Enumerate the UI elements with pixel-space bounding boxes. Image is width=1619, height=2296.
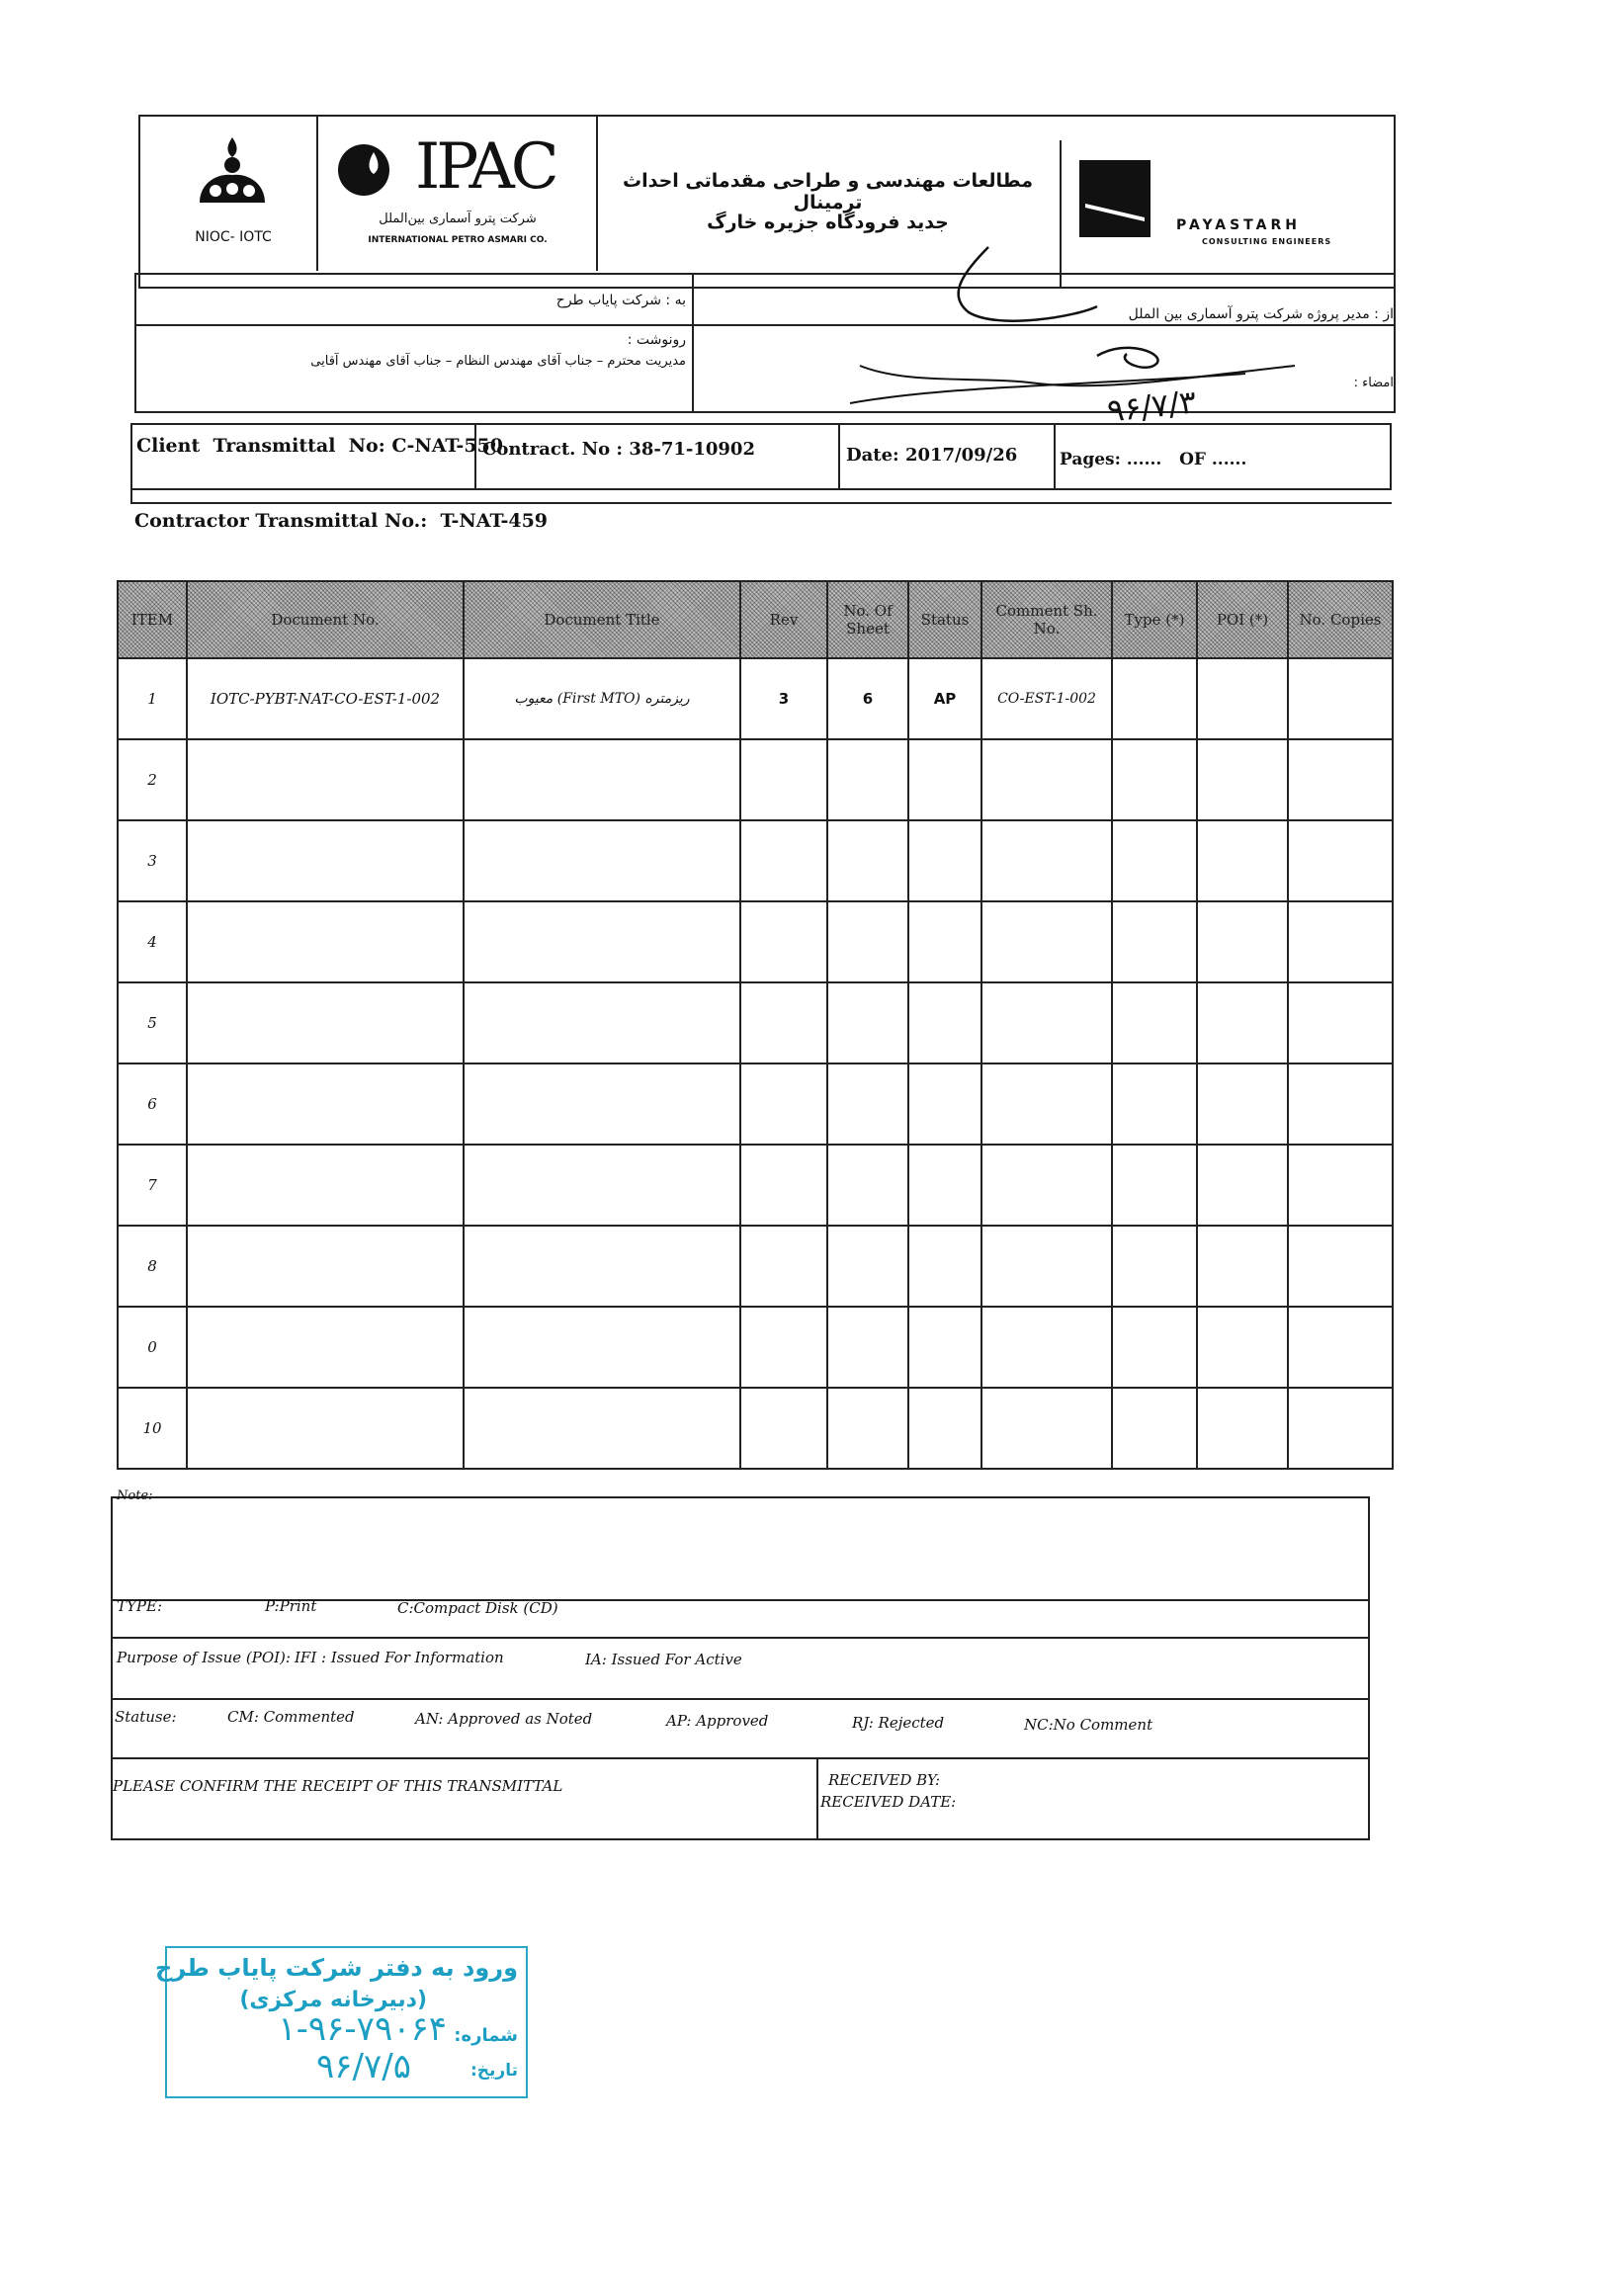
- cell-type: [1112, 1063, 1197, 1145]
- cell-status: [908, 820, 981, 901]
- cell-rev: [740, 739, 827, 820]
- to-field: به : شرکت پایاب طرح: [555, 293, 686, 308]
- status-label: Statuse:: [115, 1708, 177, 1726]
- cell-no: 7: [118, 1145, 187, 1226]
- note-label: Note:: [117, 1488, 153, 1503]
- stamp-line1: ورود به دفتر شرکت پایاب طرح: [155, 1954, 518, 1982]
- signature-scribble: [830, 237, 1324, 435]
- cell-poi: [1197, 1063, 1288, 1145]
- cell-type: [1112, 901, 1197, 982]
- cell-status: [908, 1388, 981, 1469]
- cell-sheet: [827, 1226, 908, 1307]
- handwritten-date: ۹۶/۷/۳: [1105, 383, 1199, 430]
- cell-type: [1112, 739, 1197, 820]
- cell-copies: [1288, 982, 1393, 1063]
- cell-doc: [187, 820, 464, 901]
- stamp-date-value: ۹۶/۷/۵: [316, 2047, 411, 2086]
- cell-poi: [1197, 982, 1288, 1063]
- payastarh-logo-mark: [1079, 160, 1150, 237]
- cell-no: 0: [118, 1307, 187, 1388]
- col-header: Rev: [740, 581, 827, 658]
- cell-sheet: [827, 1388, 908, 1469]
- table-header-row: [118, 581, 1393, 658]
- document-table: [117, 580, 1394, 1470]
- cell-no: 6: [118, 1063, 187, 1145]
- cell-title: [464, 982, 740, 1063]
- cell-sheet: [827, 1307, 908, 1388]
- cell-copies: [1288, 1145, 1393, 1226]
- type-cd: C:Compact Disk (CD): [397, 1599, 558, 1617]
- contractor-transmittal-no: Contractor Transmittal No.: T-NAT-459: [134, 510, 549, 532]
- status-an: AN: Approved as Noted: [415, 1710, 593, 1728]
- table-row: [118, 1226, 1393, 1307]
- cell-no: 1: [118, 658, 187, 739]
- table-row: [118, 658, 1393, 739]
- cell-type: [1112, 1226, 1197, 1307]
- from-field: از : مدیر پروژه شرکت پترو آسماری بین الملل: [1128, 306, 1394, 322]
- poi-ia: IA: Issued For Active: [585, 1651, 742, 1668]
- cell-copies: [1288, 1226, 1393, 1307]
- cell-poi: [1197, 1307, 1288, 1388]
- signature-label: امضاء :: [1353, 376, 1394, 390]
- cell-rev: [740, 1226, 827, 1307]
- cell-doc: [187, 739, 464, 820]
- type-label: TYPE:: [117, 1597, 163, 1615]
- cell-comment: [981, 1063, 1112, 1145]
- cell-doc: [187, 1307, 464, 1388]
- ipac-fa-name: شرکت پترو آسماری بین‌الملل: [379, 212, 537, 226]
- cell-poi: [1197, 1145, 1288, 1226]
- cell-poi: [1197, 1388, 1288, 1469]
- cell-doc: [187, 1145, 464, 1226]
- cell-no: 10: [118, 1388, 187, 1469]
- cell-no: 4: [118, 901, 187, 982]
- status-rj: RJ: Rejected: [852, 1714, 945, 1732]
- contract-no: Contract. No : 38-71-10902: [482, 439, 755, 460]
- received-stamp: [155, 1946, 528, 2098]
- cell-status: [908, 1226, 981, 1307]
- payastarh-name: PAYASTARH: [1176, 217, 1301, 233]
- table-row: [118, 1307, 1393, 1388]
- cell-title: ریزمتره (First MTO) معیوب: [464, 658, 740, 739]
- cell-rev: [740, 982, 827, 1063]
- status-ap: AP: Approved: [666, 1712, 769, 1730]
- cell-rev: [740, 901, 827, 982]
- table-row: [118, 739, 1393, 820]
- table-row: [118, 982, 1393, 1063]
- cell-sheet: [827, 1145, 908, 1226]
- cell-poi: [1197, 820, 1288, 901]
- cell-doc: [187, 982, 464, 1063]
- cell-status: [908, 1063, 981, 1145]
- nioc-logo: [188, 133, 277, 213]
- cell-comment: CO-EST-1-002: [981, 658, 1112, 739]
- table-row: [118, 1063, 1393, 1145]
- col-header: Status: [908, 581, 981, 658]
- cell-poi: [1197, 1226, 1288, 1307]
- cell-doc: IOTC-PYBT-NAT-CO-EST-1-002: [187, 658, 464, 739]
- table-row: [118, 901, 1393, 982]
- cell-no: 5: [118, 982, 187, 1063]
- col-header: POI (*): [1197, 581, 1288, 658]
- cell-doc: [187, 1388, 464, 1469]
- table-row: [118, 1388, 1393, 1469]
- poi-label: Purpose of Issue (POI):: [117, 1649, 291, 1666]
- ipac-en-name: INTERNATIONAL PETRO ASMARI CO.: [368, 235, 548, 245]
- cell-sheet: [827, 901, 908, 982]
- cc-value: مدیریت محترم – جناب آقای مهندس النظام – جناب آقای مهندس آقایی: [310, 354, 686, 369]
- col-header: Document No.: [187, 581, 464, 658]
- cell-no: 2: [118, 739, 187, 820]
- cell-comment: [981, 1388, 1112, 1469]
- client-transmittal-no: Client Transmittal No: C-NAT-550: [136, 435, 503, 457]
- cell-rev: [740, 1145, 827, 1226]
- cell-status: [908, 982, 981, 1063]
- cell-title: [464, 739, 740, 820]
- pages-field: Pages: ...... OF ......: [1060, 450, 1247, 469]
- cell-rev: [740, 820, 827, 901]
- cell-sheet: [827, 982, 908, 1063]
- nioc-flame-icon: [188, 133, 277, 213]
- cc-label: رونوشت :: [627, 332, 686, 348]
- cell-title: [464, 1388, 740, 1469]
- cell-copies: [1288, 1063, 1393, 1145]
- cell-comment: [981, 1226, 1112, 1307]
- cell-status: AP: [908, 658, 981, 739]
- col-header: No. Of Sheet: [827, 581, 908, 658]
- cell-doc: [187, 901, 464, 982]
- col-header: ITEM: [118, 581, 187, 658]
- stamp-line2: (دبیرخانه مرکزی): [239, 1988, 427, 2012]
- stamp-number-value: ۱-۹۶-۷۹۰۶۴: [278, 2009, 447, 2049]
- cell-comment: [981, 901, 1112, 982]
- cell-status: [908, 1145, 981, 1226]
- cell-rev: [740, 1063, 827, 1145]
- nioc-label: NIOC- IOTC: [195, 229, 272, 245]
- date-field: Date: 2017/09/26: [846, 445, 1018, 466]
- col-header: Type (*): [1112, 581, 1197, 658]
- cell-copies: [1288, 1307, 1393, 1388]
- confirm-receipt: PLEASE CONFIRM THE RECEIPT OF THIS TRANSMITTAL: [113, 1777, 563, 1795]
- cell-title: [464, 901, 740, 982]
- cell-status: [908, 901, 981, 982]
- ipac-drop-icon: [334, 138, 403, 198]
- cell-type: [1112, 982, 1197, 1063]
- cell-title: [464, 1226, 740, 1307]
- cell-rev: 3: [740, 658, 827, 739]
- cell-copies: [1288, 658, 1393, 739]
- cell-copies: [1288, 820, 1393, 901]
- col-header: Document Title: [464, 581, 740, 658]
- project-title-line2: جدید فرودگاه جزیره خارگ: [707, 212, 949, 233]
- cell-sheet: [827, 1063, 908, 1145]
- payastarh-emblem-icon: [1079, 160, 1150, 237]
- status-cm: CM: Commented: [227, 1708, 355, 1726]
- stamp-date-label: تاریخ:: [470, 2061, 518, 2081]
- cell-type: [1112, 1388, 1197, 1469]
- cell-comment: [981, 1307, 1112, 1388]
- cell-sheet: 6: [827, 658, 908, 739]
- cell-status: [908, 739, 981, 820]
- table-row: [118, 820, 1393, 901]
- received-date: RECEIVED DATE:: [820, 1793, 957, 1811]
- stamp-number-label: شماره:: [454, 2025, 518, 2046]
- cell-title: [464, 1307, 740, 1388]
- cell-comment: [981, 982, 1112, 1063]
- col-header: No. Copies: [1288, 581, 1393, 658]
- cell-comment: [981, 820, 1112, 901]
- col-header: Comment Sh. No.: [981, 581, 1112, 658]
- received-by: RECEIVED BY:: [828, 1771, 941, 1789]
- cell-doc: [187, 1226, 464, 1307]
- ipac-brand: IPAC: [415, 130, 555, 204]
- cell-copies: [1288, 739, 1393, 820]
- cell-comment: [981, 739, 1112, 820]
- status-nc: NC:No Comment: [1024, 1716, 1153, 1734]
- cell-type: [1112, 1307, 1197, 1388]
- cell-poi: [1197, 739, 1288, 820]
- cell-type: [1112, 820, 1197, 901]
- cell-sheet: [827, 739, 908, 820]
- type-print: P:Print: [265, 1597, 317, 1615]
- cell-status: [908, 1307, 981, 1388]
- cell-rev: [740, 1307, 827, 1388]
- cell-type: [1112, 1145, 1197, 1226]
- ipac-logo: [334, 130, 581, 206]
- cell-poi: [1197, 658, 1288, 739]
- cell-no: 8: [118, 1226, 187, 1307]
- cell-no: 3: [118, 820, 187, 901]
- cell-sheet: [827, 820, 908, 901]
- table-row: [118, 1145, 1393, 1226]
- payastarh-sub: CONSULTING ENGINEERS: [1202, 237, 1332, 246]
- cell-doc: [187, 1063, 464, 1145]
- cell-copies: [1288, 1388, 1393, 1469]
- cell-title: [464, 1063, 740, 1145]
- cell-title: [464, 1145, 740, 1226]
- cell-copies: [1288, 901, 1393, 982]
- cell-comment: [981, 1145, 1112, 1226]
- cell-title: [464, 820, 740, 901]
- cell-rev: [740, 1388, 827, 1469]
- cell-poi: [1197, 901, 1288, 982]
- project-title-line1: مطالعات مهندسی و طراحی مقدماتی احداث ترمینال: [623, 170, 1033, 213]
- cell-type: [1112, 658, 1197, 739]
- poi-ifi: IFI : Issued For Information: [295, 1649, 504, 1666]
